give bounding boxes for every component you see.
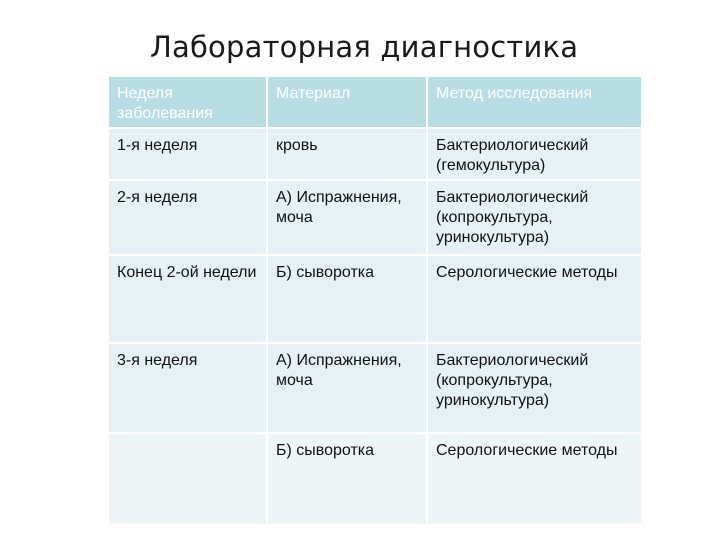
diagnostics-table [109,77,641,526]
cell-method: Серологические методы [427,255,641,343]
cell-week: Конец 2-ой недели [109,255,267,343]
table-header-row [109,77,641,128]
cell-material: Б) сыворотка [267,433,427,525]
cell-week: 3-я неделя [109,343,267,433]
cell-method: Бактериологический (копрокультура, уринокультура) [427,343,641,433]
cell-week: 1-я неделя [109,128,267,180]
header-week: Неделя заболевания [109,77,267,128]
table-row [109,255,641,343]
cell-material: Б) сыворотка [267,255,427,343]
cell-week: 2-я неделя [109,180,267,255]
cell-material: кровь [267,128,427,180]
cell-method: Бактериологический (гемокультура) [427,128,641,180]
table-row [109,128,641,180]
header-material: Материал [267,77,427,128]
cell-material: А) Испражнения, моча [267,343,427,433]
table-row [109,343,641,433]
cell-week [109,433,267,525]
table-row [109,433,641,525]
table-row [109,180,641,255]
cell-method: Серологические методы [427,433,641,525]
slide-title: Лабораторная диагностика [150,30,579,64]
header-method: Метод исследования [427,77,641,128]
cell-material: А) Испражнения, моча [267,180,427,255]
cell-method: Бактериологический (копрокультура, уринокультура) [427,180,641,255]
